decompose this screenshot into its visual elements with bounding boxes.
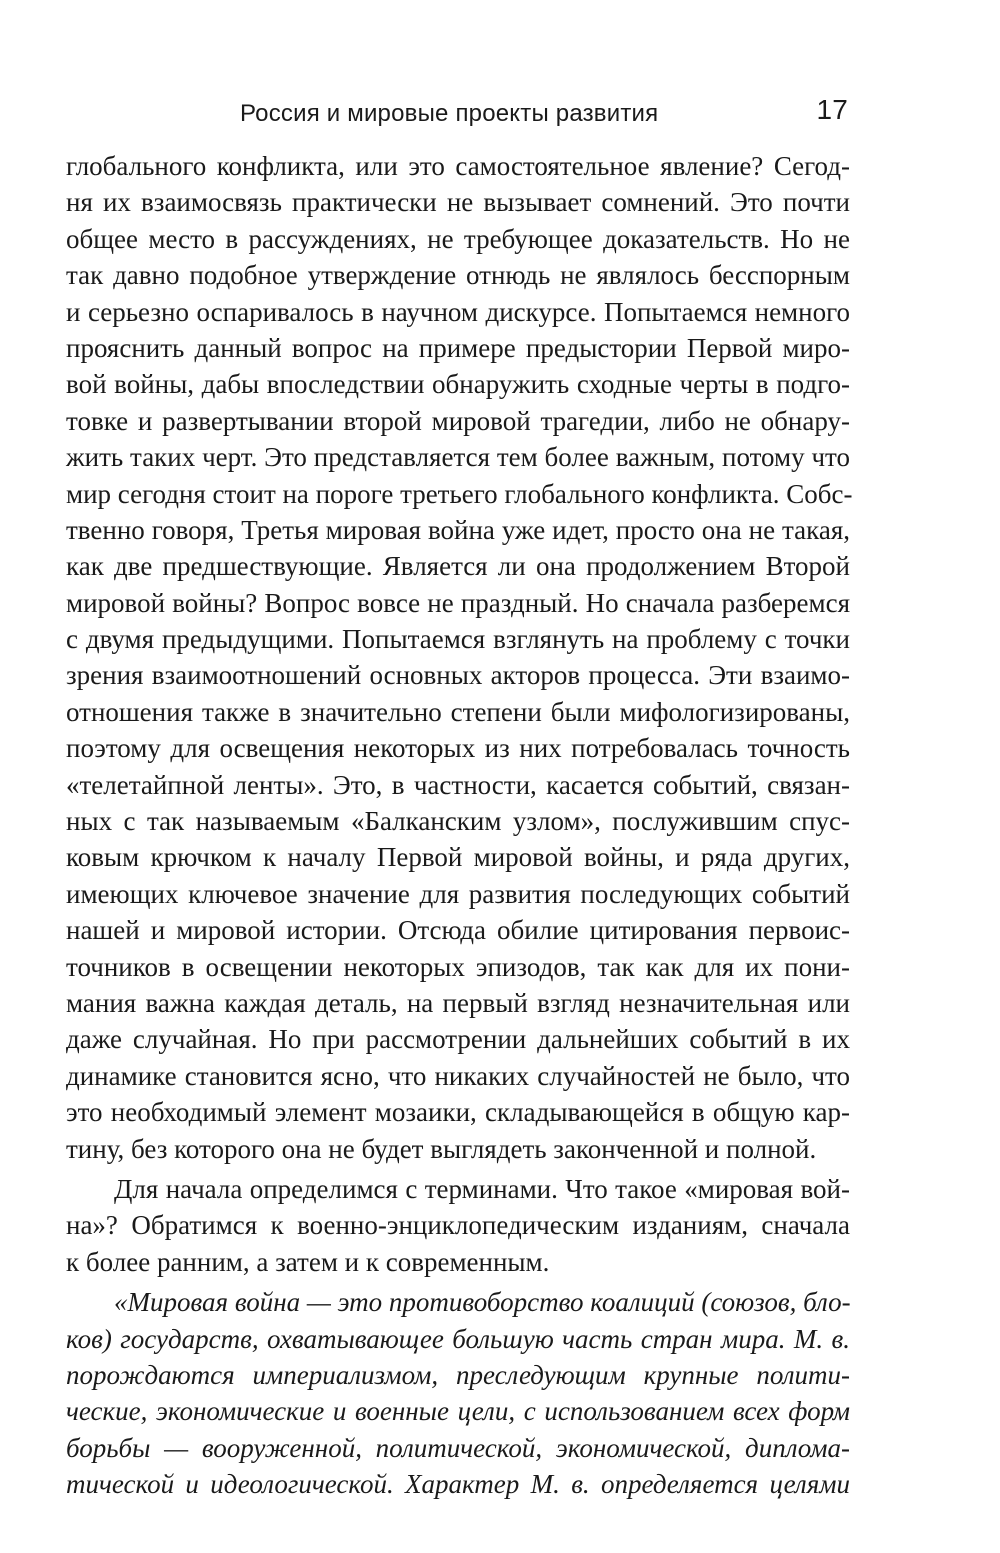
text-line: динамике становится ясно, что никаких случайностей не было, что [66, 1060, 850, 1091]
text-line: поэтому для освещения некоторых из них потребовалась точность [66, 733, 850, 764]
quote-line: борьбы — вооруженной, политической, экономической, диплома- [66, 1432, 850, 1463]
text-line: даже случайная. Но при рассмотрении дальнейших событий в их [66, 1024, 850, 1055]
text-line: Для начала определимся с терминами. Что такое «мировая вой- [114, 1173, 850, 1204]
text-line: так давно подобное утверждение отнюдь не являлось бесспорным [66, 260, 850, 291]
running-head [66, 94, 850, 134]
text-line: ковым крючком к началу Первой мировой войны, и ряда других, [66, 842, 850, 873]
text-line: точников в освещении некоторых эпизодов, так как для их пони- [66, 951, 850, 982]
paragraph-1 [66, 148, 853, 1167]
text-line: жить таких черт. Это представляется тем более важным, потому что [66, 442, 850, 473]
text-line: к более ранним, а затем и к современным. [66, 1246, 550, 1277]
running-title: Россия и мировые проекты развития [240, 100, 659, 127]
paragraph-2 [66, 1171, 850, 1280]
page-number: 17 [816, 94, 848, 125]
text-line: мир сегодня стоит на пороге третьего глобального конфликта. Собс- [66, 478, 853, 509]
text-line: и серьезно оспаривалось в научном дискурсе. Попытаемся немного [66, 296, 850, 327]
quote-line: ков) государств, охватывающее большую часть стран мира. М. в. [66, 1323, 850, 1354]
body-text [66, 148, 853, 1502]
text-line: это необходимый элемент мозаики, складывающейся в общую кар- [66, 1097, 850, 1128]
text-line: вой войны, дабы впоследствии обнаружить сходные черты в подго- [66, 369, 850, 400]
quote-line: порождаются империализмом, преследующим крупные полити- [66, 1359, 850, 1390]
text-line: зрения взаимоотношений основных акторов процесса. Эти взаимо- [66, 660, 850, 691]
quote-line: «Мировая война — это противоборство коалиций (союзов, бло- [114, 1287, 851, 1318]
quote-line: ческие, экономические и военные цели, с использованием всех форм [66, 1396, 850, 1427]
quote-line: тической и идеологической. Характер М. в. определяется целями [66, 1469, 850, 1500]
text-line: мания важна каждая деталь, на первый взгляд незначительная или [66, 987, 850, 1018]
text-line: «телетайпной ленты». Это, в частности, касается событий, связан- [66, 769, 850, 800]
text-line: нашей и мировой истории. Отсюда обилие цитирования первоис- [66, 915, 850, 946]
text-line: отношения также в значительно степени были мифологизированы, [66, 696, 850, 727]
text-line: имеющих ключевое значение для развития последующих событий [66, 878, 850, 909]
encyclopedia-quote [66, 1284, 850, 1502]
text-line: как две предшествующие. Является ли она продолжением Второй [66, 551, 850, 582]
book-page [66, 94, 853, 1502]
text-line: ня их взаимосвязь практически не вызывает сомнений. Это почти [66, 187, 850, 218]
text-line: общее место в рассуждениях, не требующее доказательств. Но не [66, 223, 850, 254]
text-line: с двумя предыдущими. Попытаемся взглянуть на проблему с точки [66, 624, 850, 655]
text-line: товке и развертывании второй мировой трагедии, либо не обнару- [66, 405, 850, 436]
text-line: на»? Обратимся к военно-энциклопедическим изданиям, сначала [66, 1210, 850, 1241]
text-line: ных с так называемым «Балканским узлом», послужившим спус- [66, 806, 850, 837]
text-line: глобального конфликта, или это самостоятельное явление? Сегод- [66, 151, 850, 181]
text-line: твенно говоря, Третья мировая война уже идет, просто она не такая, [66, 514, 850, 545]
text-line: прояснить данный вопрос на примере предыстории Первой миро- [66, 332, 850, 363]
text-line: тину, без которого она не будет выглядеть законченной и полной. [66, 1133, 817, 1164]
text-line: мировой войны? Вопрос вовсе не праздный. Но сначала разберемся [66, 587, 850, 618]
